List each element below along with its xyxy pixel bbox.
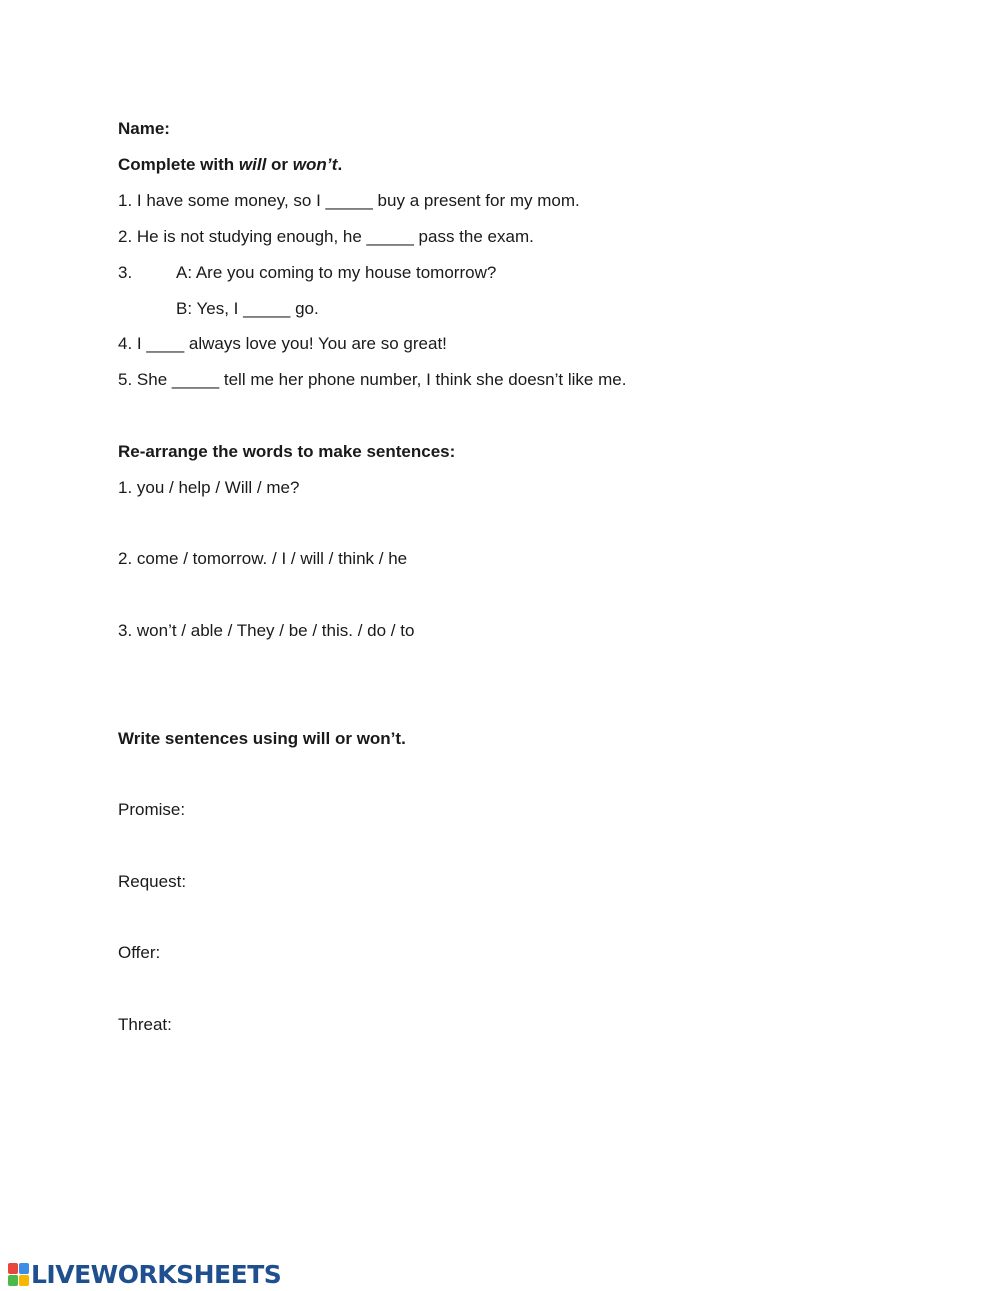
name-label: Name: [118,119,170,138]
exercise1-item-3-line-b: B: Yes, I _____ go. [176,299,319,318]
logo-block [8,1275,18,1286]
prompt-request: Request: [118,872,187,891]
logo-block [8,1263,18,1274]
section1-title-will: will [238,155,267,174]
section1-title-suffix: . [337,155,343,174]
logo-block [19,1263,29,1274]
prompt-offer: Offer: [118,943,161,962]
exercise1-item-1: 1. I have some money, so I _____ buy a present for my mom. [118,191,580,210]
exercise2-item-2: 2. come / tomorrow. / I / will / think / he [118,549,408,568]
logo-blocks-icon [8,1263,28,1285]
liveworksheets-logo[interactable] [8,1261,281,1287]
exercise1-item-3-number: 3. [118,263,133,282]
section1-title-wont: won’t [292,155,338,174]
section1-title [118,154,342,176]
logo-text: LIVEWORKSHEETS [31,1259,282,1289]
logo-block [19,1275,29,1286]
section1-title-prefix: Complete with [118,155,239,174]
exercise1-item-4: 4. I ____ always love you! You are so great! [118,334,447,353]
exercise1-item-5: 5. She _____ tell me her phone number, I think she doesn’t like me. [118,370,627,389]
prompt-threat: Threat: [118,1015,172,1034]
exercise1-item-3-line-a: A: Are you coming to my house tomorrow? [176,263,497,282]
prompt-promise: Promise: [118,800,186,819]
exercise2-item-1: 1. you / help / Will / me? [118,478,300,497]
section2-title: Re-arrange the words to make sentences: [118,442,456,461]
exercise1-item-2: 2. He is not studying enough, he _____ pass the exam. [118,227,534,246]
section3-title: Write sentences using will or won’t. [118,729,406,748]
exercise2-item-3: 3. won’t / able / They / be / this. / do / to [118,621,415,640]
section1-title-or: or [266,155,293,174]
